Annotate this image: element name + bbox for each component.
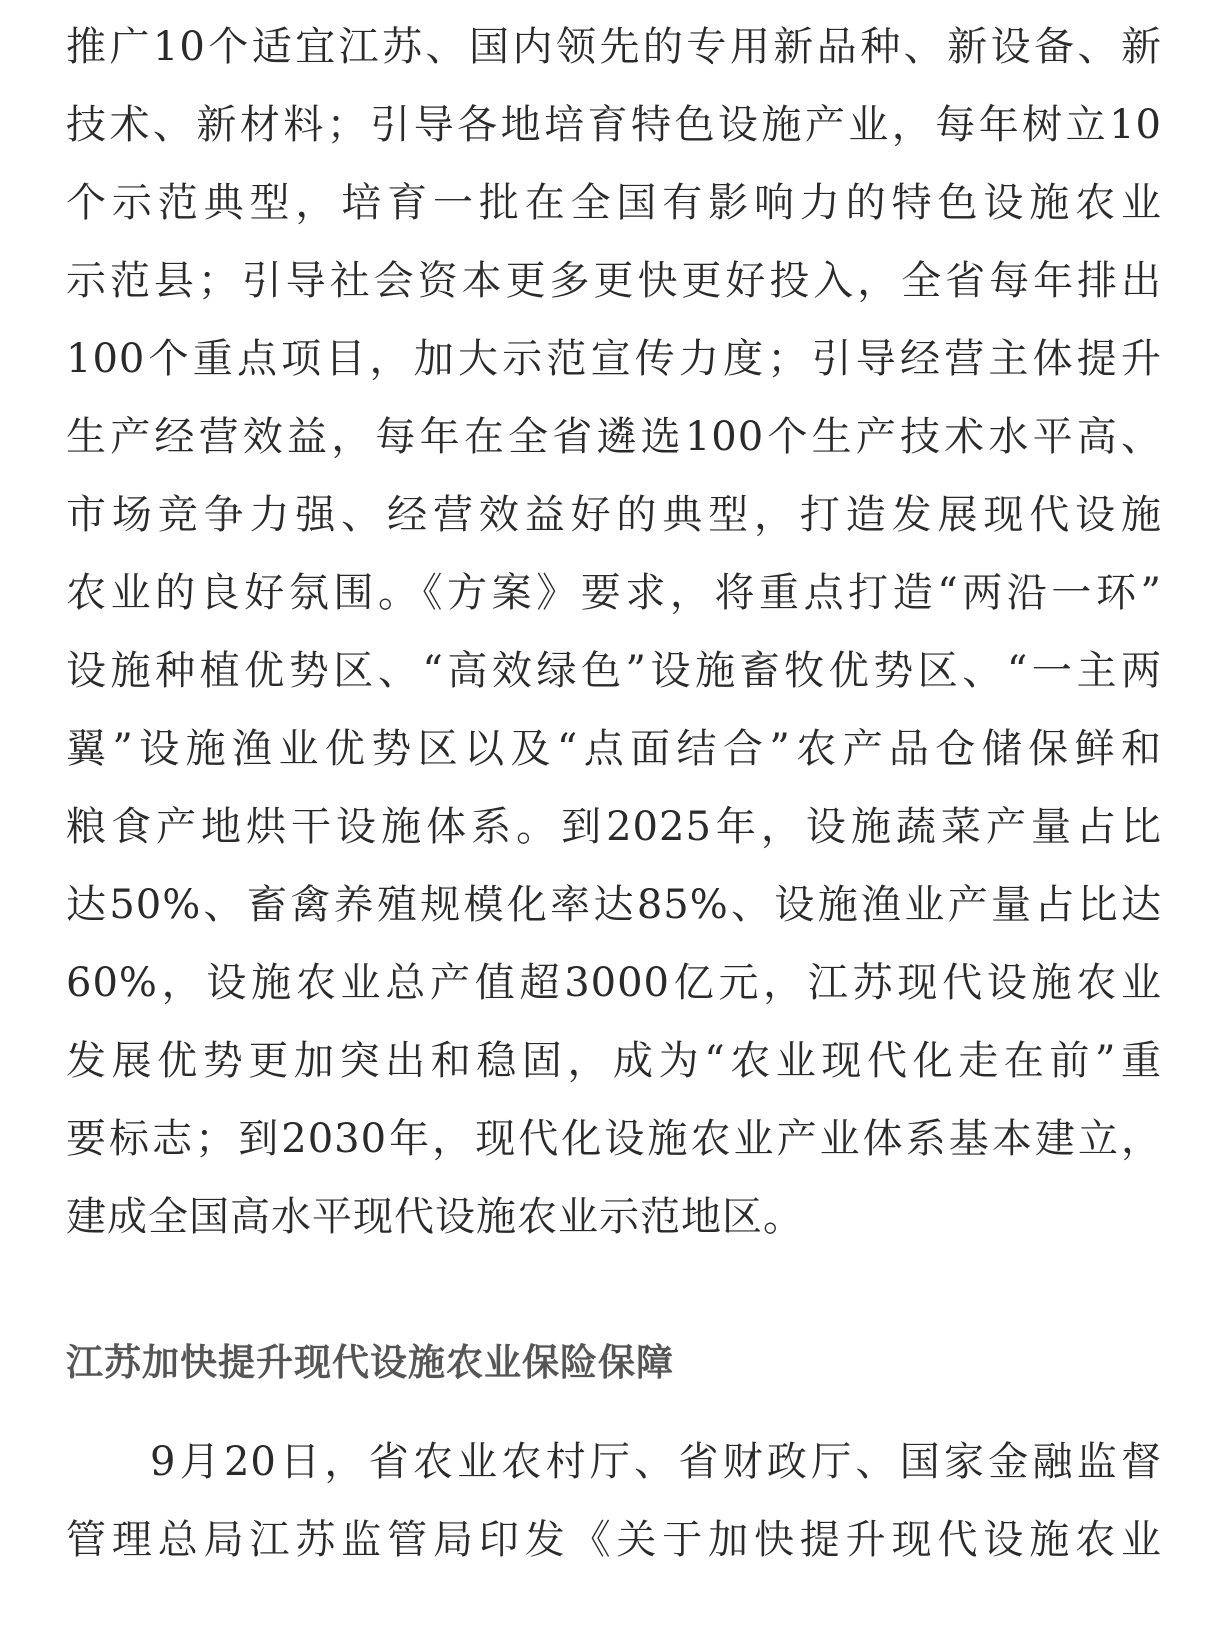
paragraph-1-line-16: 建成全国高水平现代设施农业示范地区。 [66,1194,804,1240]
paragraph-1-line-1: 推广10个适宜江苏、国内领先的专用新品种、新设备、新 [66,24,1162,70]
section-heading: 江苏加快提升现代设施农业保险保障 [66,1341,674,1384]
paragraph-1-line-2: 技术、新材料；引导各地培育特色设施产业，每年树立10 [66,102,1162,148]
paragraph-2-line-1: 9月20日，省农业农村厅、省财政厅、国家金融监督 [150,1439,1162,1485]
paragraph-1-line-9: 设施种植优势区、“高效绿色”设施畜牧优势区、“一主两 [66,648,1162,694]
paragraph-1-line-13: 60%，设施农业总产值超3000亿元，江苏现代设施农业 [66,960,1162,1006]
paragraph-1-line-8: 农业的良好氛围。《方案》要求，将重点打造“两沿一环” [66,570,1162,616]
paragraph-1-line-7: 市场竞争力强、经营效益好的典型，打造发展现代设施 [66,492,1162,538]
paragraph-1-line-6: 生产经营效益，每年在全省遴选100个生产技术水平高、 [66,414,1162,460]
paragraph-1-line-4: 示范县；引导社会资本更多更快更好投入，全省每年排出 [66,258,1162,304]
paragraph-1-line-15: 要标志；到2030年，现代化设施农业产业体系基本建立， [66,1116,1162,1162]
paragraph-2-line-2: 管理总局江苏监管局印发《关于加快提升现代设施农业 [66,1517,1162,1563]
paragraph-1-line-12: 达50%、畜禽养殖规模化率达85%、设施渔业产量占比达 [66,882,1162,928]
paragraph-1-line-3: 个示范典型，培育一批在全国有影响力的特色设施农业 [66,180,1162,226]
paragraph-1-line-11: 粮食产地烘干设施体系。到2025年，设施蔬菜产量占比 [66,804,1162,850]
paragraph-1-line-5: 100个重点项目，加大示范宣传力度；引导经营主体提升 [66,336,1162,382]
paragraph-1-line-10: 翼”设施渔业优势区以及“点面结合”农产品仓储保鲜和 [66,726,1162,772]
paragraph-1-line-14: 发展优势更加突出和稳固，成为“农业现代化走在前”重 [66,1038,1162,1084]
